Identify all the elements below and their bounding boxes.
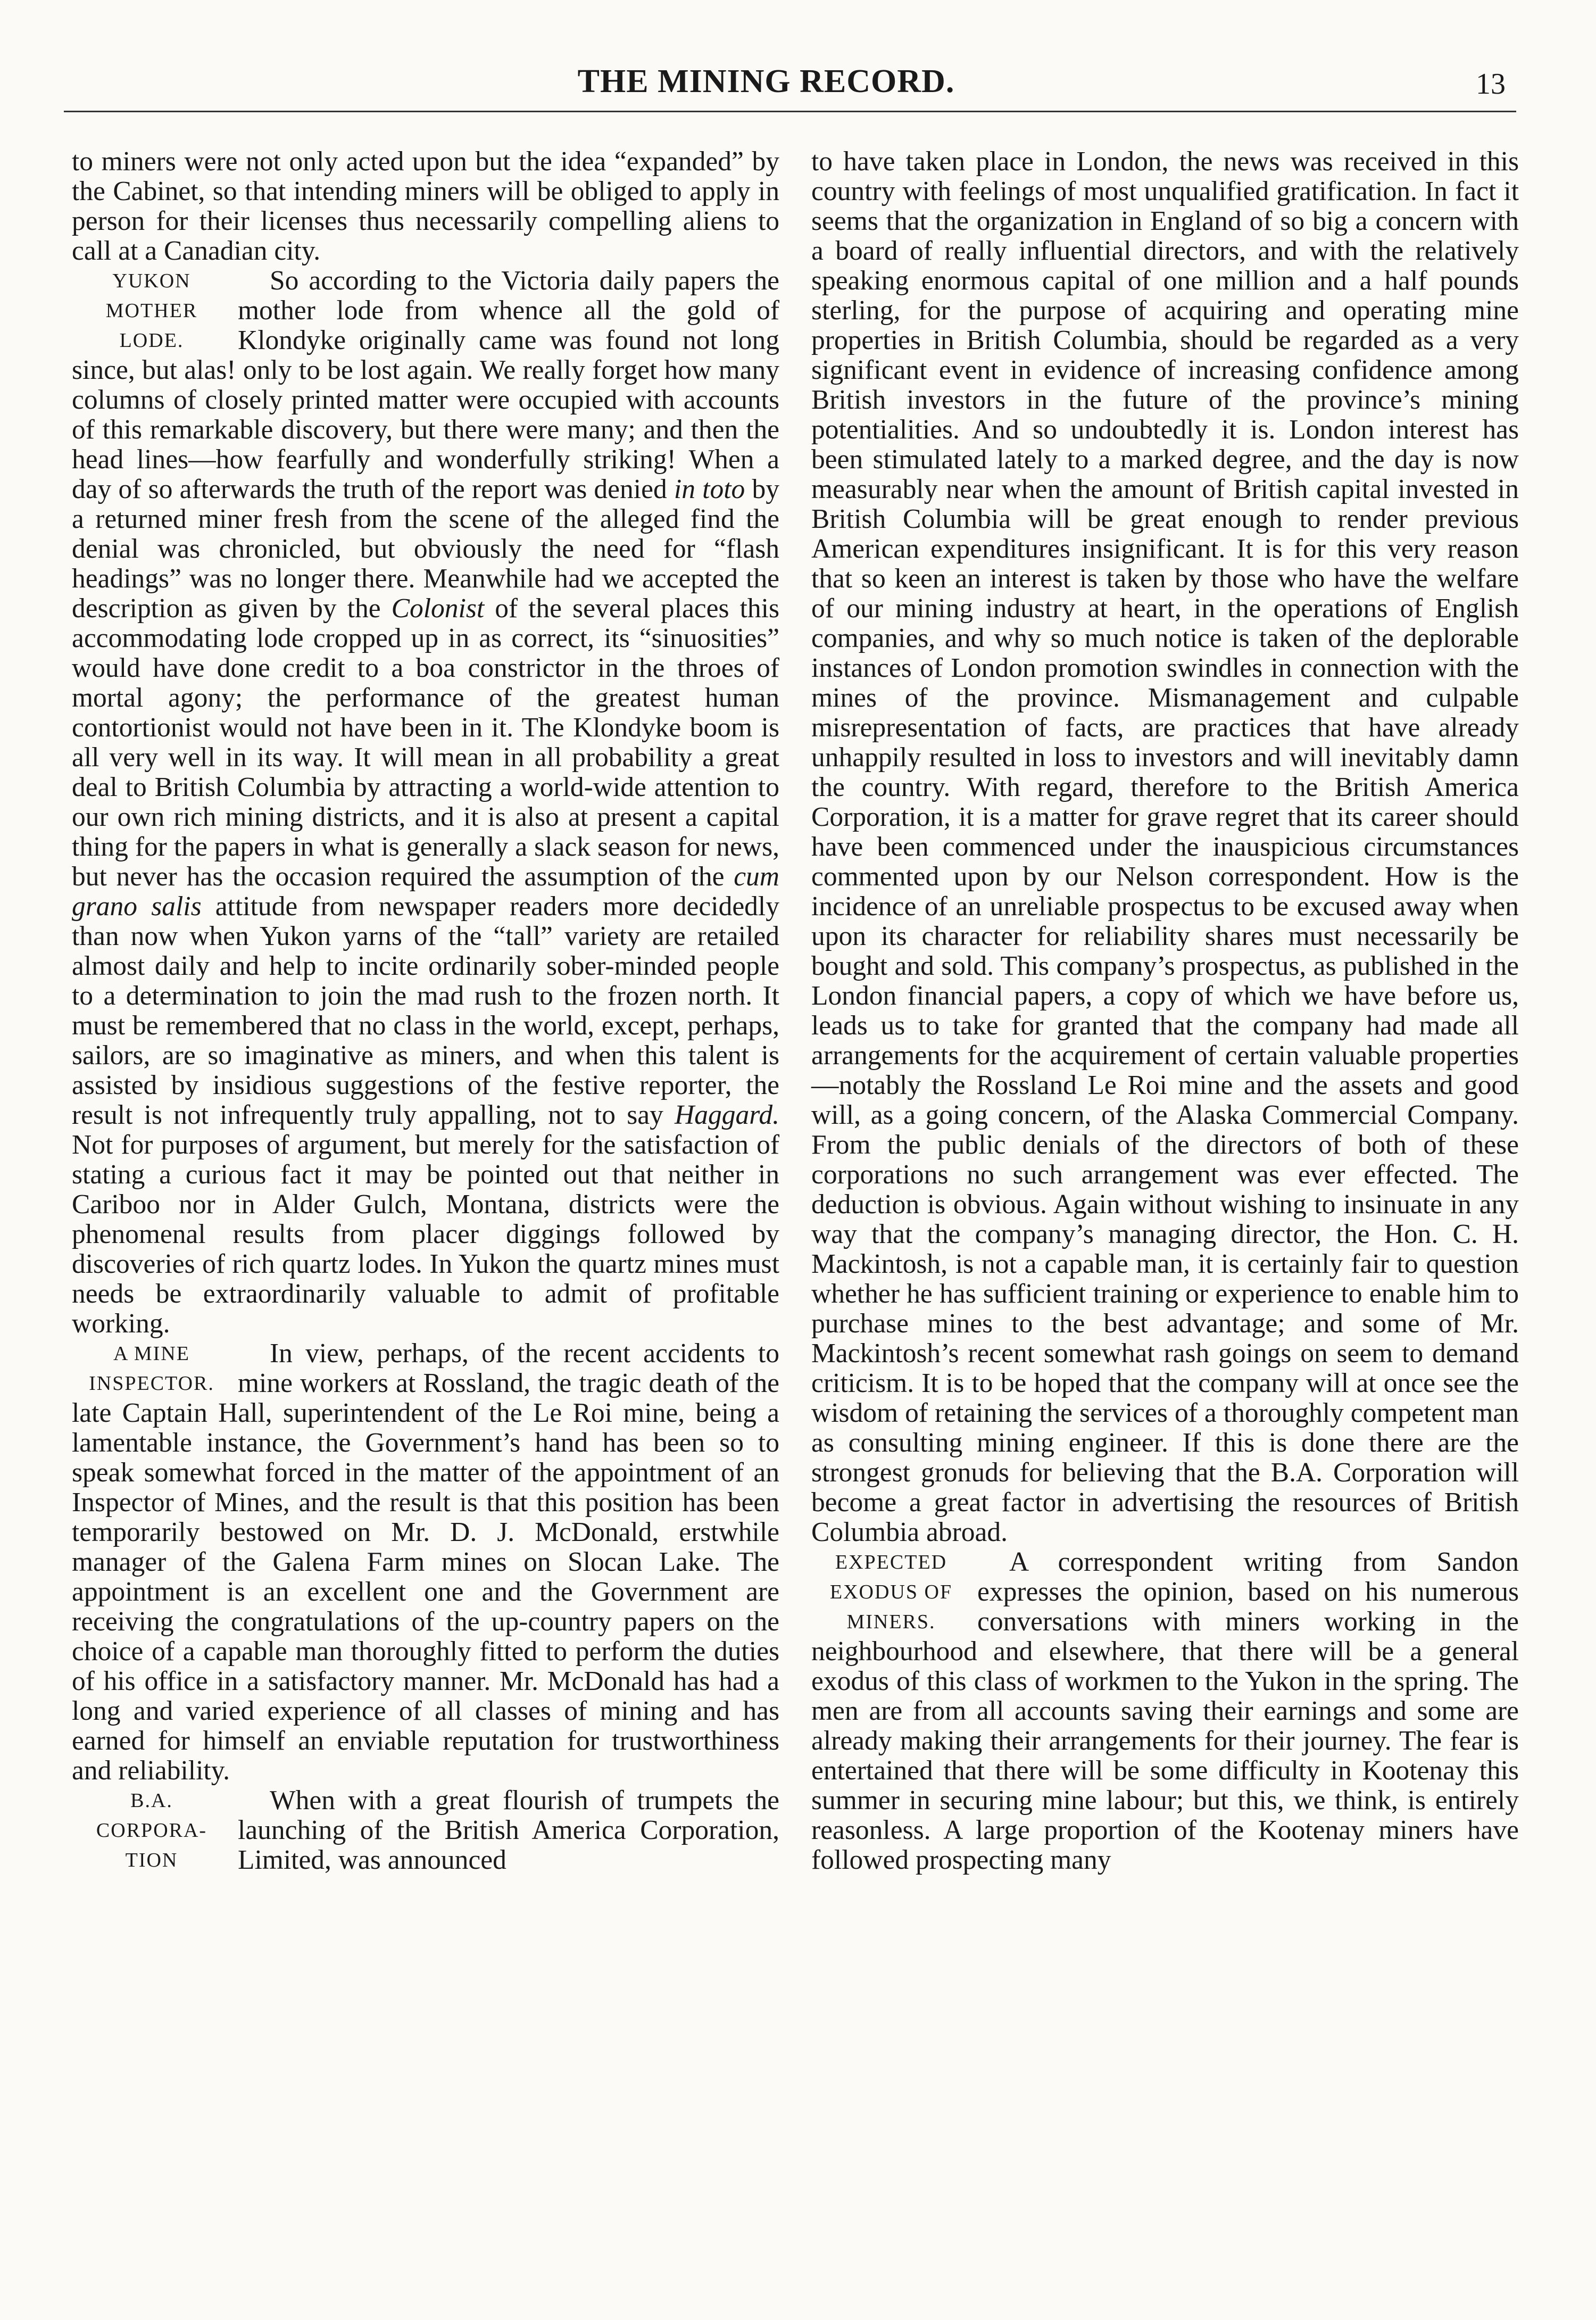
sidehead-line: B.A.: [130, 1789, 173, 1812]
yukon-italic-4: Haggard.: [675, 1100, 779, 1130]
sidehead-ba-corporation: [72, 1786, 231, 1875]
sidehead-expected-exodus: [811, 1547, 971, 1637]
yukon-italic-1: in toto: [674, 474, 745, 504]
yukon-text-2: by a returned miner fresh from the scene of the alleged find the denial was chronicled, but obviously the need for “flash headings” was no longer there. Meanwhile had we accepted the description as given by the: [72, 474, 779, 624]
article-yukon-mother-lode: [72, 266, 779, 1339]
right-column: [811, 147, 1519, 1875]
ba-continuation-paragraph: to have taken place in London, the news was received in this country with feelings of most unqualified gratification. In fact it seems that the organization in England of so big a concern with a board of really influential directors, and with the relatively speaking enormous capital of one million and a half pounds sterling, for the purpose of acquiring and operating mine properties in British Columbia, should be regarded as a very significant event in evidence of increasing confidence among British investors in the future of the province’s mining potentialities. And so undoubtedly it is. London interest has been stimulated lately to a marked degree, and the day is now measurably near when the amount of British capital invested in British Columbia will be great enough to render previous American expenditures insignificant. It is for this very reason that so keen an interest is taken by those who have the welfare of our mining industry at heart, in the operations of English companies, and why so much notice is taken of the deplorable instances of London promotion swindles in connection with the mines of the province. Mismanagement and culpable misrepresentation of facts, are practices that have already unhappily resulted in loss to investors and will inevitably damn the country. With regard, therefore to the British America Corporation, it is a matter for grave regret that its career should have been commenced under the inauspicious circumstances commented upon by our Nelson correspondent. How is the incidence of an unreliable prospectus to be excused away when upon its character for reliability shares must necessarily be bought and sold. This company’s prospectus, as published in the London financial papers, a copy of which we have before us, leads us to take for granted that the company had made all arrangements for the acquirement of certain valuable properties—notably the Rossland Le Roi mine and the assets and good will, as a going concern, of the Alaska Commercial Company. From the public denials of the directors of both of these corporations no such arrangement was ever effected. The deduction is obvious. Again without wishing to insinuate in any way that the company’s managing director, the Hon. C. H. Mackintosh, is not a capable man, it is certainly fair to question whether he has sufficient training or experience to enable him to purchase mines to the best advantage; and some of Mr. Mackintosh’s recent somewhat rash goings on seem to demand criticism. It is to be hoped that the company will at once see the wisdom of retaining the services of a thoroughly competent man as consulting mining engineer. If this is done there are the strongest gronuds for believing that the B.A. Corporation will become a great factor in advertising the resources of British Columbia abroad.: [811, 146, 1519, 1547]
ba-paragraph: When with a great flourish of trumpets the launching of the British America Corporation, Limited, was announced: [238, 1785, 779, 1875]
sidehead-line: MINERS.: [846, 1611, 936, 1633]
sidehead-mine-inspector: [72, 1339, 231, 1398]
sidehead-line: TION: [125, 1849, 178, 1871]
page-number: 13: [1476, 68, 1506, 101]
intro-paragraph: to miners were not only acted upon but the idea “expanded” by the Cabinet, so that intending miners will be obliged to apply in person for their licenses thus necessarily compelling aliens to call at a Canadian city.: [72, 146, 779, 266]
header-rule: [64, 111, 1516, 112]
sidehead-line: CORPORA-: [96, 1819, 207, 1842]
sidehead-yukon-mother-lode: [72, 266, 231, 355]
page-header: [0, 63, 1596, 111]
yukon-text-5: Not for purposes of argument, but merely for the satisfaction of stating a curious fact it may be pointed out that neither in Cariboo nor in Alder Gulch, Montana, districts were the phenomenal results from placer diggings followed by discoveries of rich quartz lodes. In Yukon the quartz mines must needs be extraordinarily valuable to admit of profitable working.: [72, 1130, 779, 1339]
sidehead-line: INSPECTOR.: [89, 1372, 214, 1395]
yukon-paragraph: [72, 266, 779, 1339]
sidehead-line: MOTHER: [105, 300, 198, 322]
article-expected-exodus: [811, 1547, 1519, 1875]
yukon-text-1: So according to the Victoria daily papers the mother lode from whence all the gold of Klondyke originally came was found not long since, but alas! only to be lost again. We really forget how many columns of closely printed matter were occupied with accounts of this remarkable discovery, but there were many; and then the head lines—how fearfully and wonderfully striking! When a day of so afterwards the truth of the report was denied: [72, 266, 779, 504]
inspector-paragraph: In view, perhaps, of the recent accidents to mine workers at Rossland, the tragic death of the late Captain Hall, superintendent of the Le Roi mine, being a lamentable instance, the Government’s hand has been so to speak somewhat forced in the matter of the appointment of an Inspector of Mines, and the result is that this position has been temporarily bestowed on Mr. D. J. McDonald, erstwhile manager of the Galena Farm mines on Slocan Lake. The appointment is an excellent one and the Government are receiving the congratulations of the up-country papers on the choice of a capable man thoroughly fitted to perform the duties of his office in a satisfactory manner. Mr. McDonald has had a long and varied experience of all classes of mining and has earned for himself an enviable reputation for trustworthiness and reliability.: [72, 1338, 779, 1786]
yukon-text-4: attitude from newspaper readers more decidedly than now when Yukon yarns of the “tall” variety are retailed almost daily and help to incite ordinarily sober-minded people to a determination to join the mad rush to the frozen north. It must be remembered that no class in the world, except, perhaps, sailors, are so imaginative as miners, and when this talent is assisted by insidious suggestions of the festive reporter, the result is not infrequently truly appalling, not to say: [72, 891, 779, 1130]
article-ba-corporation: [72, 1786, 779, 1875]
sidehead-line: LODE.: [119, 329, 184, 352]
sidehead-line: A MINE: [113, 1343, 190, 1365]
yukon-italic-3: cum grano salis: [72, 861, 779, 922]
yukon-text-3: of the several places this accommodating lode cropped up in as correct, its “sinuosities” would have done credit to a boa constrictor in the throes of mortal agony; the performance of the greatest human contortionist would not have been in it. The Klondyke boom is all very well in its way. It will mean in all probability a great deal to British Columbia by attracting a world-wide attention to our own rich mining districts, and it is also at present a capital thing for the papers in what is generally a slack season for news, but never has the occasion required the assumption of the: [72, 593, 779, 892]
sidehead-line: EXODUS OF: [829, 1581, 953, 1603]
exodus-paragraph: A correspondent writing from Sandon expresses the opinion, based on his numerous conversations with miners working in the neighbourhood and elsewhere, that there will be a general exodus of this class of workmen to the Yukon in the spring. The men are from all accounts saving their earnings and some are already making their arrangements for their journey. The fear is entertained that there will be some difficulty in Kootenay this summer in securing mine labour; but this, we think, is entirely reasonless. A large proportion of the Kootenay miners have followed prospecting many: [811, 1547, 1519, 1875]
publication-title: THE MINING RECORD.: [577, 63, 955, 100]
sidehead-line: YUKON: [112, 270, 191, 292]
sidehead-line: EXPECTED: [835, 1551, 947, 1573]
yukon-italic-2: Colonist: [391, 593, 485, 624]
article-mine-inspector: [72, 1339, 779, 1786]
left-column: [72, 147, 779, 1875]
